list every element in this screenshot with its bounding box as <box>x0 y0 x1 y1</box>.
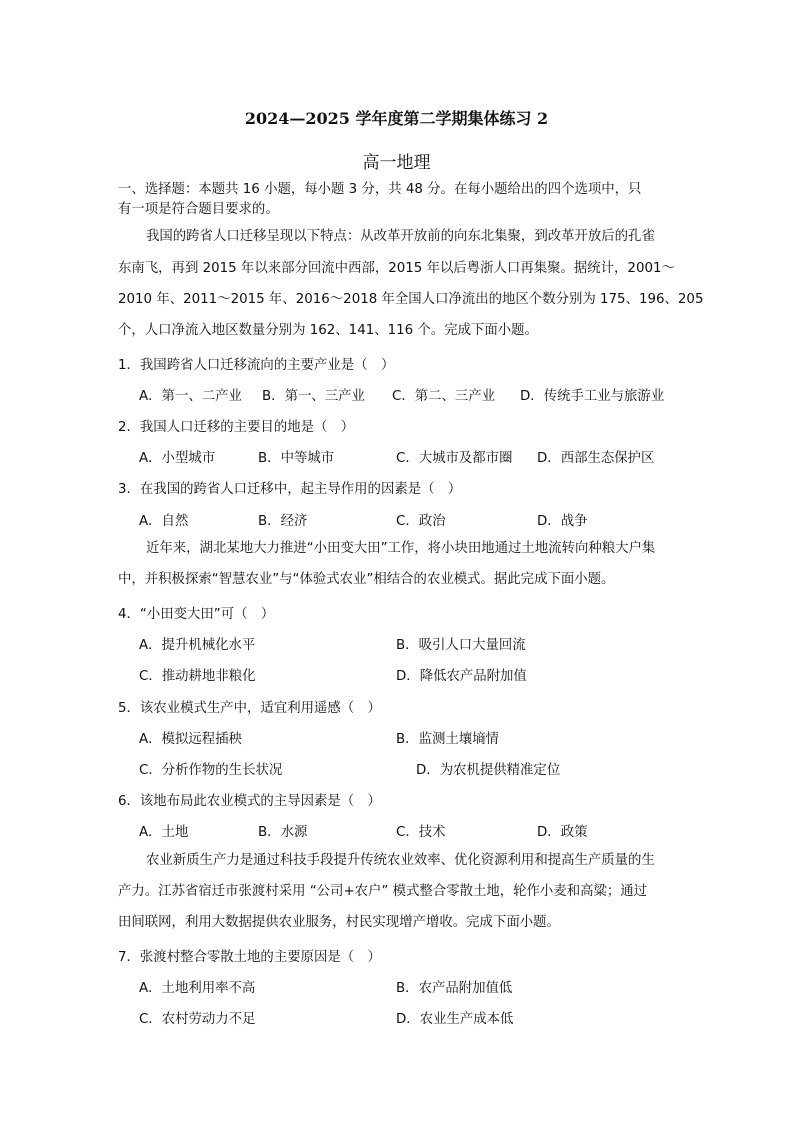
question-3-option-d[interactable]: D．战争 <box>537 514 588 529</box>
question-1-option-b[interactable]: B．第一、三产业 <box>262 389 365 404</box>
question-6-option-d[interactable]: D．政策 <box>537 825 588 840</box>
question-5-option-a[interactable]: A．模拟远程插秧 <box>139 732 242 747</box>
question-7-stem: 7．张渡村整合零散土地的主要原因是（ ） <box>118 950 381 965</box>
question-7-option-d[interactable]: D．农业生产成本低 <box>396 1012 514 1027</box>
passage-1-line-4: 个，人口净流入地区数量分别为 162、141、116 个。完成下面小题。 <box>118 323 538 338</box>
question-1-option-d[interactable]: D．传统手工业与旅游业 <box>520 389 665 404</box>
passage-2-line-1: 近年来，湖北某地大力推进“小田变大田”工作，将小块田地通过土地流转向种粮大户集 <box>146 541 656 556</box>
section-instruction-line-1: 一、选择题：本题共 16 小题，每小题 3 分，共 48 分。在每小题给出的四个选项中，只 <box>118 182 642 197</box>
question-4-stem: 4．“小田变大田”可（ ） <box>118 607 275 622</box>
question-6-option-b[interactable]: B．水源 <box>258 825 308 840</box>
question-2-stem: 2．我国人口迁移的主要目的地是（ ） <box>118 420 355 435</box>
question-6-stem: 6．该地布局此农业模式的主导因素是（ ） <box>118 794 381 809</box>
passage-3-line-2: 产力。江苏省宿迁市张渡村采用 “公司+农户” 模式整合零散土地，轮作小麦和高粱；通过 <box>118 884 648 899</box>
question-2-option-c[interactable]: C．大城市及都市圈 <box>396 451 513 466</box>
question-7-option-a[interactable]: A．土地利用率不高 <box>139 981 256 996</box>
question-4-option-d[interactable]: D．降低农产品附加值 <box>396 669 527 684</box>
passage-2-line-2: 中，并积极探索“智慧农业”与“体验式农业”相结合的农业模式。据此完成下面小题。 <box>118 572 615 587</box>
passage-3-line-3: 田间联网，利用大数据提供农业服务，村民实现增产增收。完成下面小题。 <box>118 915 560 930</box>
question-3-option-b[interactable]: B．经济 <box>258 514 308 529</box>
question-1-option-a[interactable]: A．第一、二产业 <box>139 389 242 404</box>
page-subtitle: 高一地理 <box>362 153 431 173</box>
question-1-stem: 1．我国跨省人口迁移流向的主要产业是（ ） <box>118 358 395 373</box>
question-3-stem: 3．在我国的跨省人口迁移中，起主导作用的因素是（ ） <box>118 482 462 497</box>
question-3-option-c[interactable]: C．政治 <box>396 514 446 529</box>
question-2-option-b[interactable]: B．中等城市 <box>258 451 335 466</box>
question-7-option-b[interactable]: B．农产品附加值低 <box>396 981 513 996</box>
passage-3-line-1: 农业新质生产力是通过科技手段提升传统农业效率、优化资源利用和提高生产质量的生 <box>146 853 655 868</box>
question-5-option-b[interactable]: B．监测土壤墒情 <box>396 732 499 747</box>
passage-1-line-3: 2010 年、2011～2015 年、2016～2018 年全国人口净流出的地区个数分别为 175、196、205 <box>118 292 704 307</box>
question-4-option-c[interactable]: C．推动耕地非粮化 <box>139 669 256 684</box>
question-5-stem: 5．该农业模式生产中，适宜利用遥感（ ） <box>118 701 381 716</box>
question-3-option-a[interactable]: A．自然 <box>139 514 189 529</box>
question-4-option-a[interactable]: A．提升机械化水平 <box>139 638 256 653</box>
passage-1-line-2: 东南飞，再到 2015 年以来部分回流中西部，2015 年以后粤浙人口再集聚。据统计，2001～ <box>118 261 675 276</box>
question-5-option-d[interactable]: D．为农机提供精准定位 <box>416 763 561 778</box>
question-7-option-c[interactable]: C．农村劳动力不足 <box>139 1012 256 1027</box>
page-title: 2024—2025 学年度第二学期集体练习 2 <box>244 109 549 128</box>
question-6-option-c[interactable]: C．技术 <box>396 825 446 840</box>
question-6-option-a[interactable]: A．土地 <box>139 825 189 840</box>
passage-1-line-1: 我国的跨省人口迁移呈现以下特点：从改革开放前的向东北集聚，到改革开放后的孔雀 <box>146 229 655 244</box>
question-4-option-b[interactable]: B．吸引人口大量回流 <box>396 638 526 653</box>
question-1-option-c[interactable]: C．第二、三产业 <box>392 389 496 404</box>
question-5-option-c[interactable]: C．分析作物的生长状况 <box>139 763 283 778</box>
question-2-option-d[interactable]: D．西部生态保护区 <box>537 451 655 466</box>
question-2-option-a[interactable]: A．小型城市 <box>139 451 216 466</box>
section-instruction-line-2: 有一项是符合题目要求的。 <box>118 202 279 217</box>
